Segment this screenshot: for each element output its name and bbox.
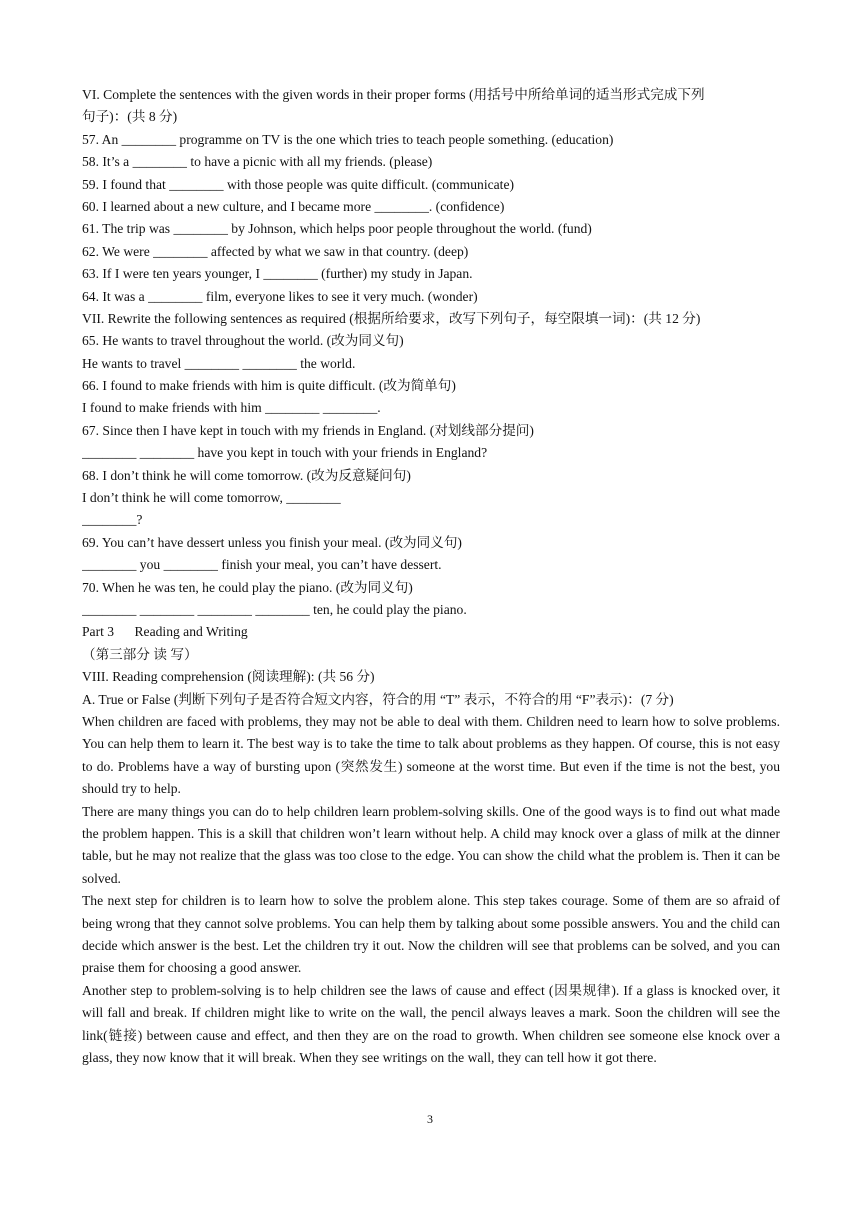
reading-paragraph-2: There are many things you can do to help children learn problem-solving skills. One of the good ways is to find out what made the problem happen. This is a skill that children won’t learn without help. A child may knock over a glass of milk at the dinner table, but he may not realize that the glass was too close to the edge. You can show the child what the problem is. Then it can be solved. [82,803,780,886]
question-66: 66. I found to make friends with him is quite difficult. (改为简单句) [82,378,456,394]
reading-paragraph-3: The next step for children is to learn how to solve the problem alone. This step takes courage. Some of them are so afraid of being wrong that they cannot solve problems. You can help them by talking about some possible answers. You and the child can decide which answer is the best. Let the children try it out. Now the children will see that problems can be solved, and you can praise them for choosing a good answer. [82,893,780,976]
question-68: 68. I don’t think he will come tomorrow. (改为反意疑问句) [82,467,411,483]
question-70: 70. When he was ten, he could play the piano. (改为同义句) [82,579,413,595]
question-62: 62. We were ________ affected by what we saw in that country. (deep) [82,243,469,259]
part-3-subtitle: （第三部分 读 写） [82,646,198,662]
question-61: 61. The trip was ________ by Johnson, which helps poor people throughout the world. (fund) [82,221,592,237]
answer-line-69: ________ you ________ finish your meal, you can’t have dessert. [82,557,442,573]
question-60: 60. I learned about a new culture, and I became more ________. (confidence) [82,198,505,214]
question-69: 69. You can’t have dessert unless you finish your meal. (改为同义句) [82,534,462,550]
section-7-heading: VII. Rewrite the following sentences as required (根据所给要求，改写下列句子，每空限填一词)：(共 12 分) [82,310,701,326]
reading-paragraph-4: Another step to problem-solving is to help children see the laws of cause and effect (因果规律). If a glass is knocked over, it will fall and break. If children might like to write on the wall, the pencil always leaves a mark. Soon the children will see the link(链接) between cause and effect, and then they are on the road to growth. When children see someone else knock over a glass, they now know that it will break. When they see writings on the wall, they can tell how it got there. [82,982,780,1066]
question-59: 59. I found that ________ with those people was quite difficult. (communicate) [82,176,515,192]
reading-paragraph-1: When children are faced with problems, they may not be able to deal with them. Children need to learn how to solve problems. You can help them to learn it. The best way is to take the time to talk about problems as they happen. Of course, this is not easy to do. Problems have a way of bursting upon (突然发生) someone at the worst time. But even if the time is not the best, you should try to help. [82,713,780,797]
question-57: 57. An ________ programme on TV is the one which tries to teach people something. (education) [82,131,614,147]
answer-line-65: He wants to travel ________ ________ the world. [82,355,356,371]
question-64: 64. It was a ________ film, everyone likes to see it very much. (wonder) [82,288,478,304]
section-6-heading-line-1: VI. Complete the sentences with the given words in their proper forms (用括号中所给单词的适当形式完成下列 [82,87,705,102]
answer-line-70: ________ ________ ________ ________ ten, he could play the piano. [82,601,467,617]
part-3-title: Part 3 Reading and Writing [82,624,248,640]
answer-line-66: I found to make friends with him ________ ________. [82,400,381,416]
answer-line-68a: I don’t think he will come tomorrow, ________ [82,490,341,506]
section-6-heading-line-2: 句子)：(共 8 分) [82,109,178,125]
question-67: 67. Since then I have kept in touch with my friends in England. (对划线部分提问) [82,422,534,438]
answer-line-67: ________ ________ have you kept in touch with your friends in England? [82,445,488,461]
section-8-heading: VIII. Reading comprehension (阅读理解): (共 56 分) [82,669,375,685]
answer-line-68b: ________? [82,512,143,528]
part-a-heading: A. True or False (判断下列句子是否符合短文内容，符合的用 “T” 表示，不符合的用 “F”表示)：(7 分) [82,691,674,707]
question-65: 65. He wants to travel throughout the world. (改为同义句) [82,333,404,349]
exam-page [82,84,780,1069]
page-number: 3 [427,1112,433,1126]
question-58: 58. It’s a ________ to have a picnic with all my friends. (please) [82,154,433,170]
question-63: 63. If I were ten years younger, I ________ (further) my study in Japan. [82,266,473,282]
